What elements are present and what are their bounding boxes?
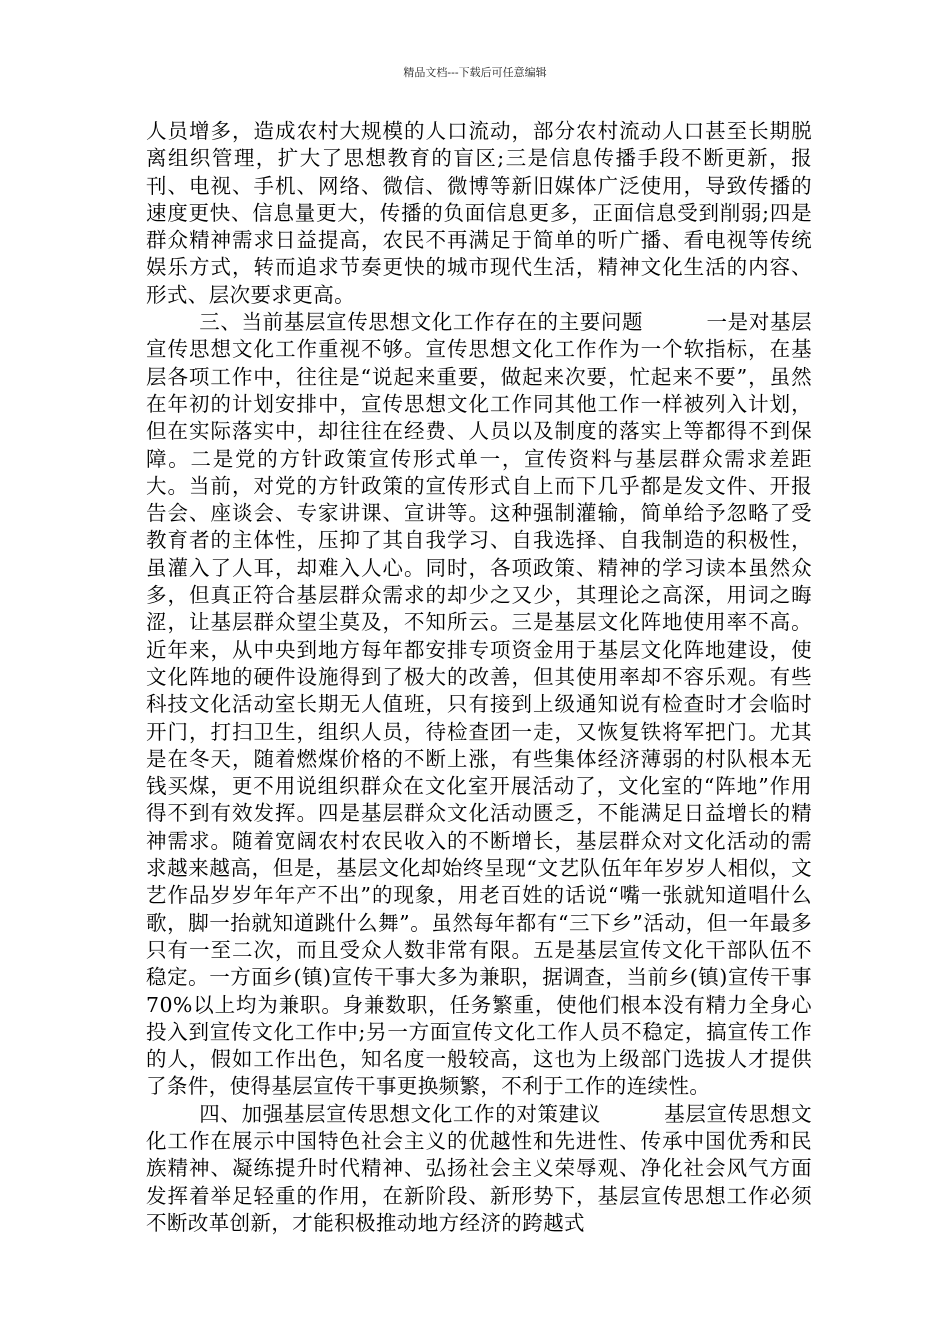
paragraph-section-three: 三、当前基层宣传思想文化工作存在的主要问题 一是对基层宣传思想文化工作重视不够。宣传思想文化工作作为一个软指标，在基层各项工作中，往往是“说起来重要，做起来次要，忙起来不要”，虽然在年初的计划安排中，宣传思想文化工作同其他工作一样被列入计划，但在实际落实中，却往往在经费、人员以及制度的落实上等都得不到保障。二是党的方针政策宣传形式单一，宣传资料与基层群众需求差距大。当前，对党的方针政策的宣传形式自上而下几乎都是发文件、开报告会、座谈会、专家讲课、宣讲等。这种强制灌输，简单给予忽略了受教育者的主体性，压抑了其自我学习、自我选择、自我制造的积极性，虽灌入了人耳，却难入人心。同时，各项政策、精神的学习读本虽然众多，但真正符合基层群众需求的却少之又少，其理论之高深，用词之晦涩，让基层群众望尘莫及，不知所云。三是基层文化阵地使用率不高。近年来，从中央到地方每年都安排专项资金用于基层文化阵地建设，使文化阵地的硬件设施得到了极大的改善，但其使用率却不容乐观。有些科技文化活动室长期无人值班，只有接到上级通知说有检查时才会临时开门，打扫卫生，组织人员，待检查团一走，又恢复铁将军把门。尤其是在冬天，随着燃煤价格的不断上涨，有些集体经济薄弱的村队根本无钱买煤，更不用说组织群众在文化室开展活动了，文化室的“阵地”作用得不到有效发挥。四是基层群众文化活动匮乏，不能满足日益增长的精神需求。随着宽阔农村农民收入的不断增长，基层群众对文化活动的需求越来越高，但是，基层文化却始终呈现“文艺队伍年年岁岁人相似，文艺作品岁岁年年产不出”的现象，用老百姓的话说“嘴一张就知道唱什么歌，脚一抬就知道跳什么舞”。虽然每年都有“三下乡”活动，但一年最多只有一至二次，而且受众人数非常有限。五是基层宣传文化干部队伍不稳定。一方面乡(镇)宣传干事大多为兼职，据调查，当前乡(镇)宣传干事70%以上均为兼职。身兼数职，任务繁重，使他们根本没有精力全身心投入到宣传文化工作中;另一方面宣传文化工作人员不稳定，搞宣传工作的人，假如工作出色，知名度一般较高，这也为上级部门选拔人才提供了条件，使得基层宣传干事更换频繁，不利于工作的连续性。: [146, 310, 812, 1099]
document-body: [146, 118, 812, 1237]
page-header: 精品文档---下载后可任意编辑: [403, 66, 547, 79]
paragraph-section-four: 四、加强基层宣传思想文化工作的对策建议 基层宣传思想文化工作在展示中国特色社会主义的优越性和先进性、传承中国优秀和民族精神、凝练提升时代精神、弘扬社会主义荣辱观、净化社会风气方面发挥着举足轻重的作用，在新阶段、新形势下，基层宣传思想工作必须不断改革创新，才能积极推动地方经济的跨越式: [146, 1101, 812, 1235]
paragraph-continuation: 人员增多，造成农村大规模的人口流动，部分农村流动人口甚至长期脱离组织管理，扩大了思想教育的盲区;三是信息传播手段不断更新，报刊、电视、手机、网络、微信、微博等新旧媒体广泛使用，导致传播的速度更快、信息量更大，传播的负面信息更多，正面信息受到削弱;四是群众精神需求日益提高，农民不再满足于简单的听广播、看电视等传统娱乐方式，转而追求节奏更快的城市现代生活，精神文化生活的内容、形式、层次要求更高。: [146, 119, 812, 307]
